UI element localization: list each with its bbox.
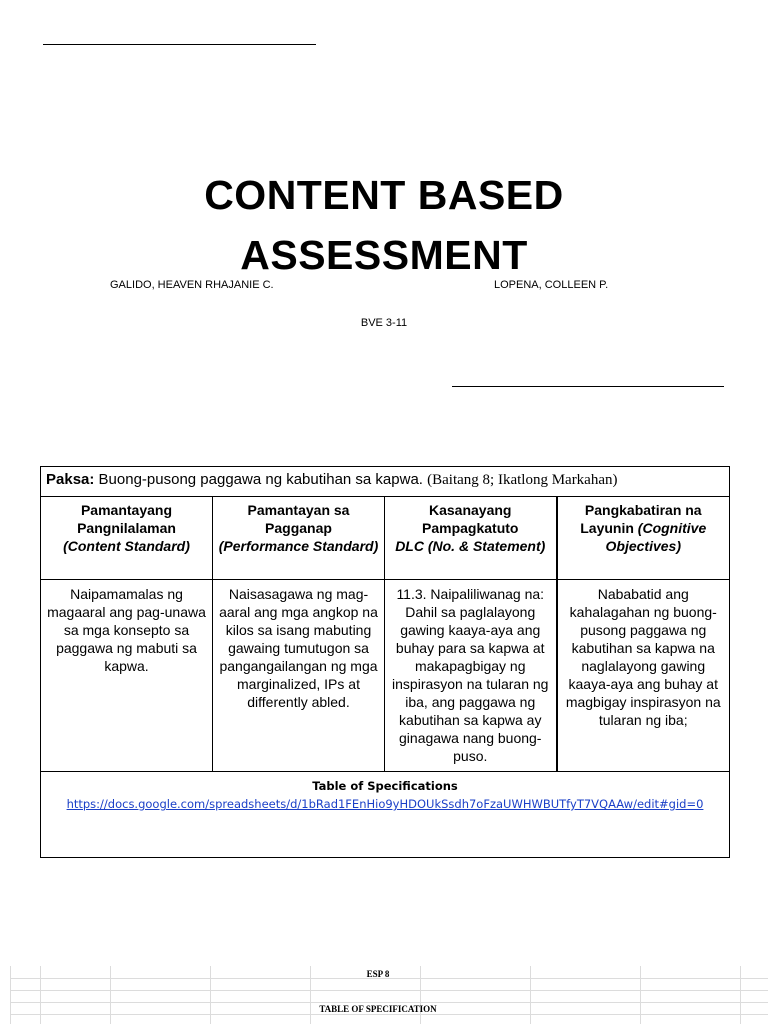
topic-grade: (Baitang 8; Ikatlong Markahan) [427,472,618,488]
spreadsheet-preview [0,966,768,1024]
tos-link[interactable]: https://docs.google.com/spreadsheets/d/1bRad1FEnHio9yHDOUkSsdh7oFzaUWHWBUTfyT7VQAAw/edit#gid=0 [66,797,704,811]
content-standard-cell: Naipamamalas ng magaaral ang pag-unawa sa mga konsepto sa paggawa ng mabuti sa kapwa. [41,580,213,772]
column-subtitle: (Content Standard) [63,538,190,554]
sheet-title: TABLE OF SPECIFICATION [319,1004,437,1014]
tos-row [41,772,730,858]
signature-line [43,44,316,45]
topic-cell [41,467,730,497]
column-header [385,497,557,580]
learning-competency-cell: 11.3. Naipaliliwanag na: Dahil sa paglalayong gawing kaaya-aya ang buhay para sa kapwa at makapagbigay ng inspirasyon na tularan ng iba, ang paggawa ng kabutihan sa kapwa ay ginagawa nang buong-puso. [385,580,557,772]
page-title-line2: ASSESSMENT [240,232,528,278]
column-subtitle: (Performance Standard) [218,538,379,554]
column-subtitle: (Cognitive Objectives) [605,520,707,554]
topic-row [41,467,730,497]
lesson-table [40,466,730,858]
tos-cell [41,772,730,858]
column-header [213,497,385,580]
performance-standard-cell: Naisasagawa ng mag-aaral ang mga angkop na kilos sa isang mabuting gawaing tumutugon sa pangangailangan ng mga marginalized, IPs at differently abled. [213,580,385,772]
sheet-subject: ESP 8 [366,969,390,979]
author-right: LOPENA, COLLEEN P. [494,279,609,291]
cognitive-objectives-cell: Nababatid ang kahalagahan ng buong-pusong paggawa ng kabutihan sa kapwa na naglalayong gawing kaaya-aya ang buhay at magbigay inspirasyon na tularan ng iba; [557,580,730,772]
author-left: GALIDO, HEAVEN RHAJANIE C. [110,279,274,291]
column-title: Pamantayang Pangnilalaman [77,502,176,536]
column-header [41,497,213,580]
signature-line [452,386,724,387]
header-row [41,497,730,580]
column-subtitle: DLC (No. & Statement) [395,538,546,554]
column-title: Kasanayang Pampagkatuto [422,502,519,536]
section-label: BVE 3-11 [360,317,408,329]
content-row [41,580,730,772]
page-title-line1: CONTENT BASED [204,172,564,218]
column-title: Pangkabatiran na Layunin [580,502,702,536]
tos-title: Table of Specifications [312,779,458,793]
topic-label: Paksa: [46,471,95,488]
column-title: Pamantayan sa Pagganap [247,502,350,536]
topic-text: Buong-pusong paggawa ng kabutihan sa kapwa. [98,471,423,488]
column-header [557,497,730,580]
